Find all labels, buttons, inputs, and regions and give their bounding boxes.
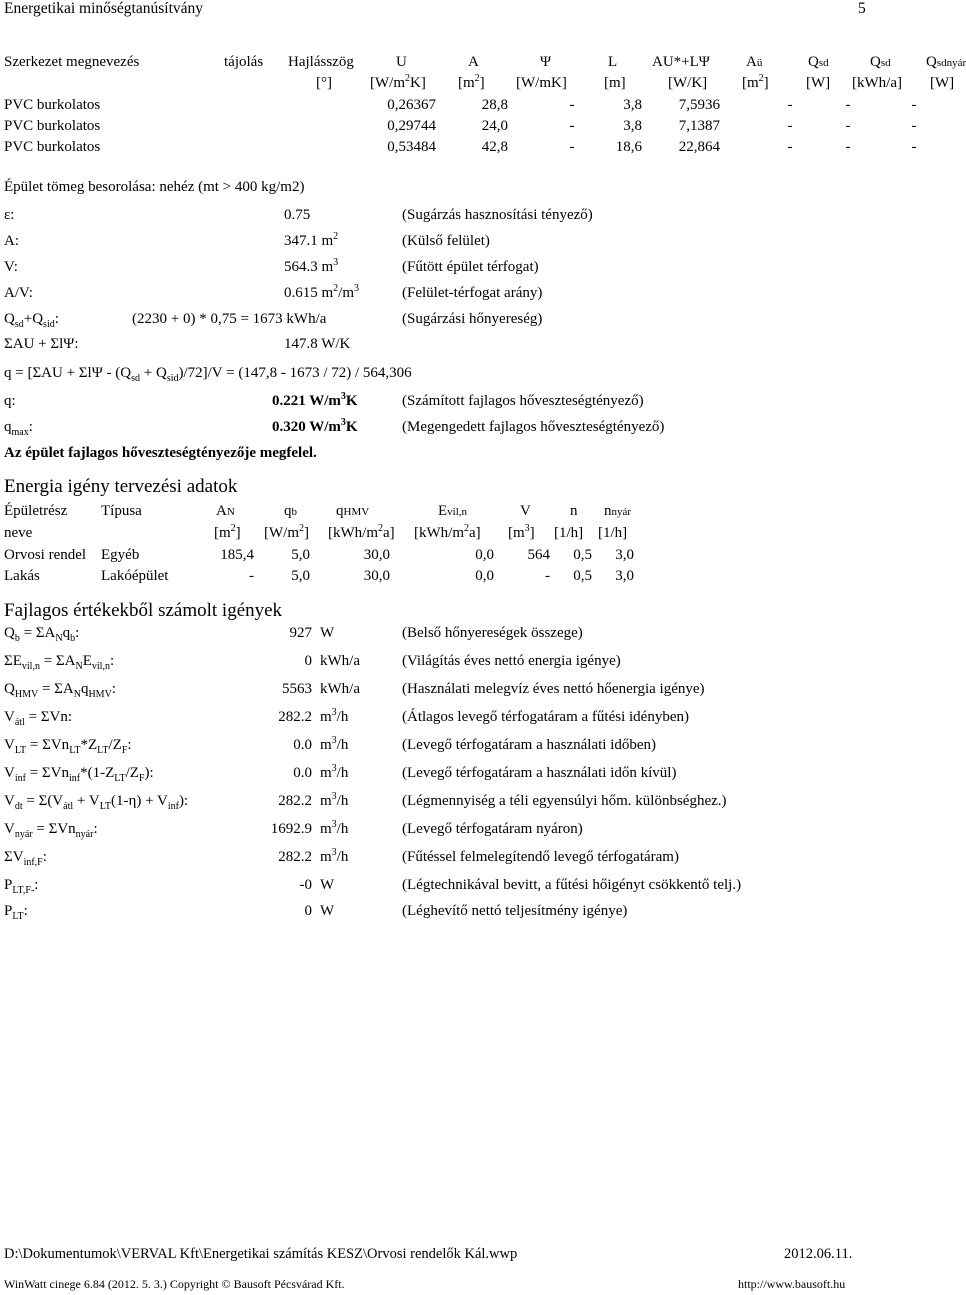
a-number: 347.1 xyxy=(284,233,318,249)
row-qsdnyar: - xyxy=(911,118,917,134)
qmax-label: $q_{max}$: xyxy=(4,419,33,438)
row-qsd-w: - xyxy=(787,97,793,113)
row-a: 24,0 xyxy=(481,118,508,134)
energy-u-qhmv: $[kWh/m^2a]$ xyxy=(328,523,395,541)
plt-unit: W xyxy=(320,903,335,919)
unit-qsdnyar: [W] xyxy=(930,75,955,91)
building-mass-line: Épület tömeg besorolása: nehéz (mt > 400 kg/m2) xyxy=(4,179,305,195)
energy-row-qb: 5,0 xyxy=(291,547,310,563)
energy-u-name: neve xyxy=(4,525,33,541)
qb-value: 927 xyxy=(289,625,312,641)
vlt-label: $V_{LT} = \Sigma Vn_{LT}*Z_{LT}/Z_F$: xyxy=(4,737,132,756)
vatl-label: $V_{átl} = \Sigma Vn$: xyxy=(4,709,73,728)
av-unit: m xyxy=(321,285,334,301)
specific-title: Fajlagos értékekből számolt igények xyxy=(4,600,283,621)
energy-row-v: 564 xyxy=(527,547,550,563)
energy-u-n: [1/h] xyxy=(554,525,584,541)
vnyar-label: $V_{nyár} = \Sigma Vn_{nyár}$: xyxy=(4,821,98,840)
row-qsdnyar: - xyxy=(911,97,917,113)
vinf-desc: (Levegő térfogatáram a használati időn kívül) xyxy=(402,765,677,781)
energy-row-an: - xyxy=(249,568,254,584)
q-formula: $q = [\Sigma AU + \Sigma l\Psi - (Q_{sd} + Q_{sid})/72]/V = (147,8 - 1673 / 72) / 564,306$ xyxy=(4,365,412,384)
row-au-lpsi: 7,1387 xyxy=(678,118,720,134)
eps-value: 0.75 xyxy=(284,207,311,223)
row-name: PVC burkolatos xyxy=(4,118,101,134)
a-unit: m xyxy=(321,233,334,249)
vinff-desc: (Fűtéssel felmelegítendő levegő térfogatáram) xyxy=(402,849,679,865)
q-label: q: xyxy=(4,393,16,409)
energy-h-type: Típusa xyxy=(101,503,142,519)
av-number: 0.615 xyxy=(284,285,318,301)
col-header-qsdnyar: Qsdnyár xyxy=(926,54,966,70)
a-desc: (Külső felület) xyxy=(402,233,490,249)
vdt-unit-m: m xyxy=(320,793,332,809)
qmax-value: 0.320 $W/m^3K$ xyxy=(272,417,358,435)
row-psi: - xyxy=(569,118,575,134)
energy-row-evil: 0,0 xyxy=(475,568,494,584)
document-title: Energetikai minőségtanúsítvány xyxy=(4,0,204,17)
vatl-unit-m: m xyxy=(320,709,332,725)
qmax-unit-tail: K xyxy=(345,419,358,435)
energy-u-qb: $[W/m^2]$ xyxy=(264,523,309,541)
v-number: 564.3 xyxy=(284,259,318,275)
col-header-qsd-kwh: Qsd xyxy=(870,54,891,70)
energy-h-v: V xyxy=(520,503,531,519)
vatl-value: 282.2 xyxy=(278,709,312,725)
q-desc: (Számított fajlagos hőveszteségtényező) xyxy=(402,393,644,409)
q-formula-rest: )/72]/V = (147,8 - 1673 / 72) / 564,306 xyxy=(178,365,412,381)
v-unit: m xyxy=(321,259,334,275)
plt-label: $P_{LT}$: xyxy=(4,903,28,922)
q-value: 0.221 $W/m^3K$ xyxy=(272,391,358,409)
energy-h-evil: Evil,n xyxy=(438,503,468,519)
row-qsd-w: - xyxy=(787,118,793,134)
a-value: 347.1 $m^2$ xyxy=(284,231,339,249)
av-value: 0.615 $m^2/m^3$ xyxy=(284,283,360,301)
unit-qsd-w: [W] xyxy=(806,75,831,91)
energy-h-an: AN xyxy=(216,503,235,519)
row-u: 0,29744 xyxy=(387,118,436,134)
row-psi: - xyxy=(569,139,575,155)
footer-software: WinWatt cinege 6.84 (2012. 5. 3.) Copyright © Bausoft Pécsvárad Kft. xyxy=(4,1277,345,1291)
vinf-value: 0.0 xyxy=(293,765,312,781)
energy-title: Energia igény tervezési adatok xyxy=(4,476,238,497)
row-u: 0,53484 xyxy=(387,139,436,155)
unit-a: $[m^2]$ xyxy=(458,73,485,91)
q-number: 0.221 xyxy=(272,393,306,409)
energy-row-type: Egyéb xyxy=(101,547,140,563)
energy-row-name: Lakás xyxy=(4,568,40,584)
vnyar-desc: (Levegő térfogatáram nyáron) xyxy=(402,821,583,837)
row-name: PVC burkolatos xyxy=(4,97,101,113)
evil-label: $\Sigma E_{vil,n} = \Sigma A_NE_{vil,n}$: xyxy=(4,653,115,672)
col-header-au-lpsi: AU*+LΨ xyxy=(652,54,710,70)
qsd-desc: (Sugárzási hőnyereség) xyxy=(402,311,543,327)
v-label: V: xyxy=(4,259,18,275)
row-a: 28,8 xyxy=(481,97,508,113)
col-header-orientation: tájolás xyxy=(224,54,264,70)
energy-u-v: $[m^3]$ xyxy=(508,523,535,541)
vinff-unit: $m^3/h$ xyxy=(320,847,349,865)
vinf-unit-m: m xyxy=(320,765,332,781)
vnyar-value: 1692.9 xyxy=(270,821,312,837)
plt-value: 0 xyxy=(304,903,312,919)
qhmv-value: 5563 xyxy=(282,681,312,697)
qb-desc: (Belső hőnyereségek összege) xyxy=(402,625,583,641)
energy-row-n: 0,5 xyxy=(573,568,592,584)
page-number: 5 xyxy=(858,0,866,17)
row-l: 3,8 xyxy=(623,118,642,134)
qb-label: $Q_b = \Sigma A_Nq_b$: xyxy=(4,625,80,644)
row-name: PVC burkolatos xyxy=(4,139,101,155)
energy-row-v: - xyxy=(545,568,550,584)
vlt-unit-m: m xyxy=(320,737,332,753)
v-value: 564.3 $m^3$ xyxy=(284,257,339,275)
vnyar-unit-m: m xyxy=(320,821,332,837)
qb-unit: W xyxy=(320,625,335,641)
row-l: 18,6 xyxy=(615,139,642,155)
av-desc: (Felület-térfogat arány) xyxy=(402,285,543,301)
energy-h-qb: qb xyxy=(284,503,297,519)
sum-au-unit: W/K xyxy=(321,336,351,352)
col-header-name: Szerkezet megnevezés xyxy=(4,54,140,70)
energy-row-nnyar: 3,0 xyxy=(615,547,634,563)
av-label: A/V: xyxy=(4,285,33,301)
col-header-qsd-w: Qsd xyxy=(808,54,829,70)
footer-url[interactable]: http://www.bausoft.hu xyxy=(738,1277,846,1291)
energy-row-qhmv: 30,0 xyxy=(363,547,390,563)
vatl-desc: (Átlagos levegő térfogatáram a fűtési idényben) xyxy=(402,709,689,725)
vdt-unit: $m^3/h$ xyxy=(320,791,349,809)
qmax-desc: (Megengedett fajlagos hőveszteségtényező) xyxy=(402,419,665,435)
vinff-unit-m: m xyxy=(320,849,332,865)
unit-tilt: [°] xyxy=(316,75,332,91)
sum-au-number: 147.8 xyxy=(284,336,318,352)
row-a: 42,8 xyxy=(481,139,508,155)
plt-desc: (Léghevítő nettó teljesítmény igénye) xyxy=(402,903,628,919)
row-psi: - xyxy=(569,97,575,113)
col-header-au: Aü xyxy=(746,54,763,70)
energy-row-evil: 0,0 xyxy=(475,547,494,563)
qhmv-desc: (Használati melegvíz éves nettó hőenergia igénye) xyxy=(402,681,705,697)
eps-desc: (Sugárzás hasznosítási tényező) xyxy=(402,207,593,223)
row-qsd-kwh: - xyxy=(845,97,851,113)
qsd-formula: (2230 + 0) * 0,75 = 1673 kWh/a xyxy=(132,311,327,327)
unit-au: $[m^2]$ xyxy=(742,73,769,91)
col-header-psi: Ψ xyxy=(540,54,552,70)
vlt-value: 0.0 xyxy=(293,737,312,753)
pltf-desc: (Légtechnikával bevitt, a fűtési hőigényt csökkentő telj.) xyxy=(402,877,742,893)
vdt-label: $V_{dt} = \Sigma(V_{átl} + V_{LT}(1-\eta) + V_{inf})$: xyxy=(4,793,189,812)
energy-h-name: Épületrész xyxy=(4,503,68,519)
col-header-u: U xyxy=(396,54,407,70)
vinff-label: $\Sigma V_{inf,F}$: xyxy=(4,849,47,868)
qmax-unit: W/m xyxy=(309,419,341,435)
evil-unit: kWh/a xyxy=(320,653,360,669)
energy-row-name: Orvosi rendel xyxy=(4,547,87,563)
evil-desc: (Világítás éves nettó energia igénye) xyxy=(402,653,621,669)
col-header-l: L xyxy=(608,54,618,70)
vinf-label: $V_{inf} = \Sigma Vn_{inf}*(1-Z_{LT}/Z_F)$: xyxy=(4,765,154,784)
row-qsd-kwh: - xyxy=(845,118,851,134)
pltf-unit: W xyxy=(320,877,335,893)
row-au-lpsi: 7,5936 xyxy=(678,97,720,113)
unit-psi: [W/mK] xyxy=(516,75,567,91)
qsd-label: $Q_{sd}+Q_{sid}$: xyxy=(4,311,59,330)
vnyar-unit: $m^3/h$ xyxy=(320,819,349,837)
vdt-desc: (Légmennyiség a téli egyensúlyi hőm. különbséghez.) xyxy=(402,793,727,809)
row-qsd-kwh: - xyxy=(845,139,851,155)
unit-l: [m] xyxy=(604,75,626,91)
vinf-unit: $m^3/h$ xyxy=(320,763,349,781)
unit-u: $[W/m^2K]$ xyxy=(370,73,426,91)
qhmv-unit: kWh/a xyxy=(320,681,360,697)
q-unit: W/m xyxy=(309,393,341,409)
pltf-label: $P_{LT,F-}$: xyxy=(4,877,39,896)
energy-h-qhmv: qHMV xyxy=(336,503,370,519)
unit-au-lpsi: [W/K] xyxy=(668,75,708,91)
energy-h-nnyar: nnyár xyxy=(604,503,632,519)
vinff-value: 282.2 xyxy=(278,849,312,865)
footer-date: 2012.06.11. xyxy=(784,1246,853,1262)
pltf-value: -0 xyxy=(299,877,312,893)
energy-row-n: 0,5 xyxy=(573,547,592,563)
eps-label: ε: xyxy=(4,207,15,223)
energy-h-n: n xyxy=(570,503,578,519)
vatl-unit: $m^3/h$ xyxy=(320,707,349,725)
col-header-tilt: Hajlásszög xyxy=(288,54,354,70)
a-label: A: xyxy=(4,233,19,249)
sum-au-label: ΣAU + ΣlΨ: xyxy=(4,336,79,352)
row-l: 3,8 xyxy=(623,97,642,113)
row-qsd-w: - xyxy=(787,139,793,155)
energy-row-qb: 5,0 xyxy=(291,568,310,584)
energy-row-type: Lakóépület xyxy=(101,568,169,584)
row-au-lpsi: 22,864 xyxy=(678,139,720,155)
energy-row-nnyar: 3,0 xyxy=(615,568,634,584)
col-header-a: A xyxy=(468,54,479,70)
energy-u-evil: $[kWh/m^2a]$ xyxy=(414,523,481,541)
v-desc: (Fűtött épület térfogat) xyxy=(402,259,539,275)
evil-value: 0 xyxy=(304,653,312,669)
vdt-value: 282.2 xyxy=(278,793,312,809)
conclusion: Az épület fajlagos hőveszteségtényezője megfelel. xyxy=(4,445,317,461)
energy-u-nnyar: [1/h] xyxy=(598,525,628,541)
energy-u-an: $[m^2]$ xyxy=(214,523,241,541)
vlt-unit: $m^3/h$ xyxy=(320,735,349,753)
row-qsdnyar: - xyxy=(911,139,917,155)
unit-qsd-kwh: [kWh/a] xyxy=(852,75,902,91)
q-unit-tail: K xyxy=(345,393,358,409)
qmax-number: 0.320 xyxy=(272,419,306,435)
energy-row-an: 185,4 xyxy=(220,547,254,563)
energy-row-qhmv: 30,0 xyxy=(363,568,390,584)
footer-path: D:\Dokumentumok\VERVAL Kft\Energetikai számítás KESZ\Orvosi rendelők Kál.wwp xyxy=(4,1246,518,1262)
qhmv-label: $Q_{HMV} = \Sigma A_Nq_{HMV}$: xyxy=(4,681,116,700)
row-u: 0,26367 xyxy=(387,97,436,113)
sum-au-value xyxy=(284,335,350,353)
vlt-desc: (Levegő térfogatáram a használati időben) xyxy=(402,737,657,753)
